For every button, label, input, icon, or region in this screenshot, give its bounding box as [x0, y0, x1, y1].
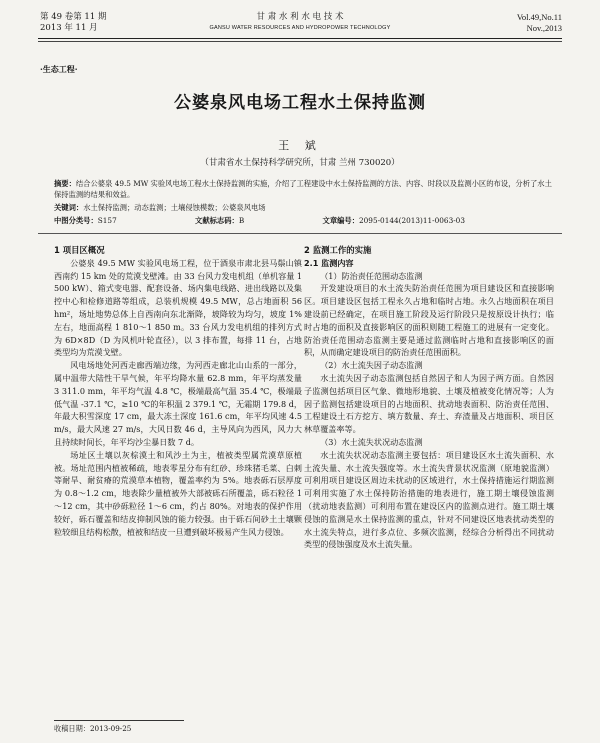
doc-code: [195, 216, 282, 226]
paragraph: 场址区土壤以灰棕漠土和风沙土为主，植被类型属荒漠草原植被。场址范围内植被稀疏，地表零星分布有红砂、珍珠猪毛菜、白刺等耐旱、耐贫瘠的荒漠草本植物，覆盖率约为 5%。地表砾石层厚度为 0.8～1.2 cm，地表除少量植被外大部被砾石所覆盖，砾石粒径 1～12 cm，其中砂砾粒径 1～6 cm，约占 80%。对地表的保护作用较好，砾石覆盖和结皮抑制风蚀的能力较强。由于砾石间砂土土壤颗粒较细且结构松散，植被和结皮一旦遭到破坏极易产生风力侵蚀。: [54, 449, 302, 537]
right-column: [304, 244, 554, 551]
abstract-text: 结合公婆泉 49.5 MW 实验风电场工程水土保持监测的实施，介绍了工程建设中水土保持监测的方法、内容、时段以及监测小区的布设，分析了水土保持监测的结果和效益。: [54, 179, 552, 199]
article-label: 文章编号：: [322, 216, 360, 225]
classification-ids: [54, 216, 554, 226]
abstract-label: 摘要：: [54, 179, 76, 188]
keywords-text: 水土保持监测；动态监测；土壤侵蚀模数；公婆泉风电场: [83, 203, 266, 212]
clc-number: [54, 216, 155, 226]
left-column: [54, 244, 302, 538]
doc-value: B: [238, 216, 245, 225]
date-cn: 2013 年 11 月: [40, 23, 98, 33]
paragraph: 水土流失状况动态监测主要包括：项目建设区水土流失面积、水土流失量、水土流失强度等。水土流失背景状况监测（原地貌监测）可利用项目建设区周边未扰动的区域进行，水土保持措施运行期监测可利用实施了水土保持防治措施的地表进行，施工期土壤侵蚀监测（扰动地表监测）可利用布置在建设区内的监测点进行。施工期土壤侵蚀的监测是水土保持监测的重点，针对不同建设区地表扰动类型的水土流失特点，进行多点位、多频次监测，经综合分析得出不同扰动类型的侵蚀强度及水土流失量。: [304, 449, 554, 550]
header-left: [40, 12, 106, 34]
header-rule-thin: [38, 41, 562, 42]
paragraph: 风电场地处河西走廊西端边缘，为河西走廊北山山系的一部分，属中温带大陆性干旱气候，年平均降水量 62.8 mm，年平均蒸发量 3 311.0 mm，年平均气温 4.8 ℃，极端最高气温 35.4 ℃，极端最低气温 -37.1 ℃，≥10 ℃的年积温 2 379.1 ℃，无霜期 179.8 d，年最大积雪深度 17 cm，最大冻土深度 161.6 cm，年平均风速 4.5 m/s，最大风速 27 m/s，大风日数 46 d，主导风向为西风，风力大且持续时间长，年平均沙尘暴日数 7 d。: [54, 360, 302, 447]
received-date: 收稿日期：2013-09-25: [54, 724, 132, 733]
section-2-1-heading: 2.1 监测内容: [304, 257, 354, 268]
section-2-heading: 2 监测工作的实施: [304, 245, 372, 255]
doc-label: 文献标志码：: [195, 216, 239, 225]
item-2-title: （2）水土流失因子动态监测: [320, 360, 423, 371]
date-en: Nov.,2013: [526, 23, 562, 33]
item-3-title: （3）水土流失状况动态监测: [320, 436, 423, 447]
keywords-label: 关键词：: [54, 203, 84, 212]
clc-label: 中图分类号：: [54, 216, 98, 225]
journal-title-en: GANSU WATER RESOURCES AND HYDROPOWER TECHNOLOGY: [209, 25, 391, 31]
body-rule: [38, 233, 562, 234]
paragraph: 水土流失因子动态监测包括自然因子和人为因子两方面。自然因子监测包括项目区气象、微地形地貌、土壤及植被变化情况等；人为因子监测包括建设项目的占地面积、扰动地表面积、防治责任范围、工程建设土石方挖方、填方数量、弃土、弃渣量及占地面积、项目区林草覆盖率等。: [304, 372, 554, 435]
footnote-rule: [54, 720, 184, 721]
article-number: [323, 216, 503, 226]
abstract: [54, 178, 554, 200]
volume-cn: 第 49 卷第 11 期: [40, 12, 107, 22]
column-tag: ·生态工程·: [40, 64, 78, 74]
article-title: 公婆泉风电场工程水土保持监测: [174, 93, 426, 113]
journal-title-cn: 甘 肃 水 利 水 电 技 术: [256, 12, 344, 22]
paragraph: 开发建设项目的水土流失防治责任范围为项目建设区和直接影响区。项目建设区包括工程永久占地和临时占地。永久占地面积在项目建设前已经确定，在项目施工阶段及运行阶段只是按原设计执行；临时占地的面积及直接影响区的面积则随工程施工的进展有一定变化。防治责任范围动态监测主要是通过监测临时占地和直接影响区的面积，从而确定建设项目的防治责任范围面积。: [304, 283, 554, 358]
keywords: [54, 203, 554, 213]
volume-en: Vol.49,No.11: [516, 12, 562, 22]
article-value: 2095-0144(2013)11-0063-03: [359, 216, 465, 225]
paragraph: 公婆泉 49.5 MW 实验风电场工程，位于酒泉市肃北县马鬃山镇西南约 15 km 处的荒漠戈壁滩。由 33 台风力发电机组（单机容量 1 500 kW）、箱式变电器、配套设备、场内集电线路、进出线路以及集控中心和检修道路等组成，总装机规模 49.5 MW，总占地面积 56 hm²，场址地势总体上自西南向东北渐降，坡降较为均匀，坡度 1%左右，地面高程 1 810～1 850 m。33 台风力发电机组的排列方式为 6D×8D（D 为风机叶轮直径），以 3 排布置，每排 11 台，占地类型均为荒漠戈壁。: [54, 257, 303, 358]
section-1-heading: 1 项目区概况: [54, 245, 105, 255]
header-rule: [38, 38, 562, 39]
item-1-title: （1）防治责任范围动态监测: [320, 270, 423, 281]
affiliation: （甘肃省水土保持科学研究所，甘肃 兰州 730020）: [200, 158, 400, 168]
header-right: [517, 12, 562, 34]
author: 王 斌: [278, 139, 322, 152]
header-center: [150, 12, 450, 34]
clc-value: S157: [97, 216, 117, 225]
